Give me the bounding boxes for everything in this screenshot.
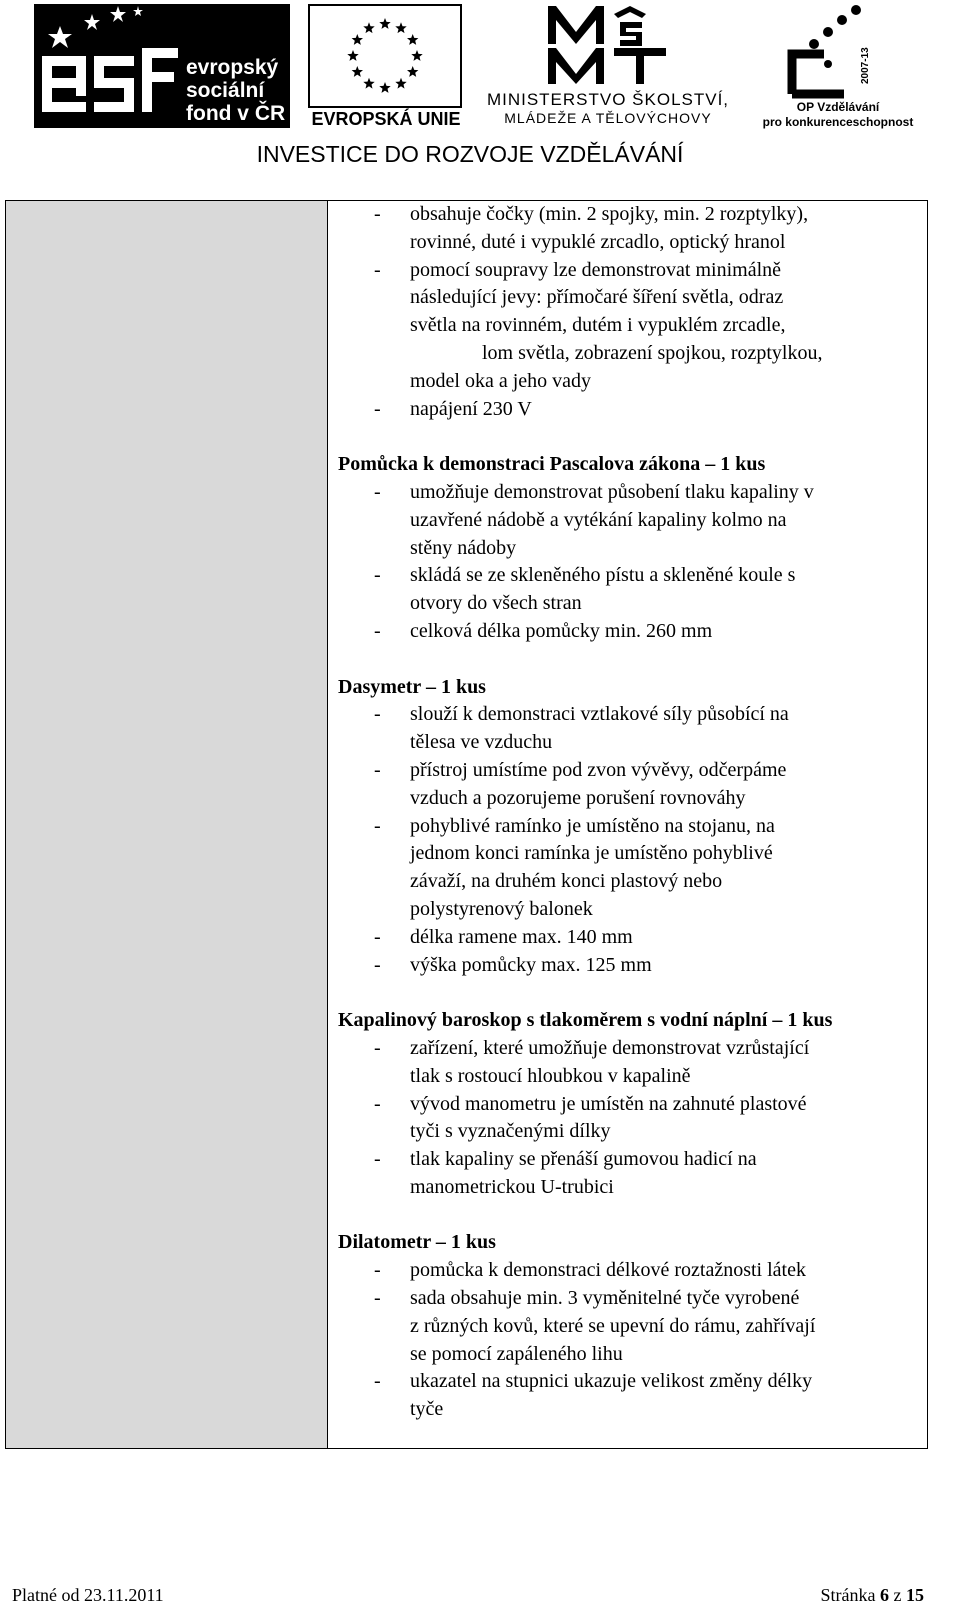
list-line: světla na rovinném, dutém i vypuklém zrcadle,	[410, 314, 786, 337]
list-item	[338, 1091, 923, 1147]
list-line: výška pomůcky max. 125 mm	[410, 953, 652, 976]
eu-star-icon	[363, 22, 374, 33]
list-item	[338, 1146, 923, 1202]
list-line: tlak s rostoucí hloubkou v kapalině	[410, 1064, 691, 1087]
list-dash: -	[374, 1370, 381, 1393]
msmt-mark-icon	[544, 4, 674, 86]
list-item	[338, 1368, 923, 1424]
list-line: pomůcka k demonstraci délkové roztažnosti látek	[410, 1259, 806, 1282]
op-year: 2007-13	[860, 47, 871, 84]
list-dash: -	[374, 1287, 381, 1310]
list-line: napájení 230 V	[410, 397, 532, 420]
list-line: celková délka pomůcky min. 260 mm	[410, 619, 713, 642]
list-dash: -	[374, 564, 381, 587]
list-dash: -	[374, 203, 381, 225]
eu-star-icon	[379, 18, 390, 29]
msmt-line-2: MLÁDEŽE A TĚLOVÝCHOVY	[504, 110, 712, 126]
list-line-indented: lom světla, zobrazení spojkou, rozptylkou,	[482, 341, 823, 364]
list-line: slouží k demonstraci vztlakové síly působící na	[410, 703, 789, 726]
list-dash: -	[374, 925, 381, 948]
list-line: z různých kovů, které se upevní do rámu, zahřívají	[410, 1314, 816, 1337]
list-line: rovinné, duté i vypuklé zrcadlo, optický hranol	[410, 230, 786, 253]
page-header	[0, 0, 960, 190]
list-dash: -	[374, 703, 381, 726]
eu-star-icon	[407, 34, 418, 45]
spacer	[338, 423, 923, 451]
op-mark-icon	[784, 4, 884, 100]
eu-star-icon	[363, 78, 374, 89]
list-item	[338, 924, 923, 952]
list-line: následující jevy: přímočaré šíření světla, odraz	[410, 286, 784, 309]
op-line-1: OP Vzdělávání	[796, 100, 880, 114]
list-line: tyči s vyznačenými dílky	[410, 1120, 611, 1143]
list-line: vývod manometru je umístěn na zahnuté plastové	[410, 1092, 807, 1115]
investice-banner: INVESTICE DO ROZVOJE VZDĚLÁVÁNÍ	[256, 141, 684, 167]
esf-logo-text	[186, 56, 285, 125]
eu-star-icon	[395, 22, 406, 33]
list-dash: -	[374, 1148, 381, 1171]
section-title: Kapalinový baroskop s tlakoměrem s vodní náplní – 1 kus	[338, 1009, 833, 1032]
list-item	[338, 201, 923, 257]
list-line: sada obsahuje min. 3 vyměnitelné tyče vyrobené	[410, 1287, 800, 1310]
eu-star-icon	[352, 66, 363, 77]
eu-logo	[308, 4, 462, 128]
op-logo	[752, 4, 924, 128]
list-line: tlak kapaliny se přenáší gumovou hadicí na	[410, 1148, 757, 1171]
list-line: tyče	[410, 1398, 444, 1421]
list-line: jednom konci ramínka je umístěno pohyblivé	[410, 842, 773, 865]
esf-line-2: sociální	[186, 79, 265, 102]
list-item	[338, 813, 923, 924]
list-dash: -	[374, 953, 381, 976]
list-line: tělesa ve vzduchu	[410, 731, 553, 754]
eu-star-icon	[407, 66, 418, 77]
list-item	[338, 952, 923, 980]
list-item	[338, 257, 923, 340]
list-line: přístroj umístíme pod zvon vývěvy, odčerpáme	[410, 758, 787, 781]
list-item	[338, 1285, 923, 1368]
page-total: 15	[906, 1585, 924, 1605]
eu-stars-icon	[310, 6, 460, 106]
eu-flag	[308, 4, 462, 108]
list-line: stěny nádoby	[410, 536, 517, 559]
list-dash: -	[374, 1036, 381, 1059]
section-title: Dilatometr – 1 kus	[338, 1231, 496, 1254]
list-item	[338, 701, 923, 757]
list-line: model oka a jeho vady	[410, 369, 592, 392]
list-dash: -	[374, 814, 381, 837]
msmt-line-1: MINISTERSTVO ŠKOLSTVÍ,	[486, 90, 730, 109]
list-line: pomocí soupravy lze demonstrovat minimálně	[410, 258, 782, 281]
page-separator: z	[889, 1585, 906, 1605]
msmt-logo	[474, 4, 742, 128]
list-line: manometrickou U-trubici	[410, 1175, 614, 1198]
list-item	[338, 396, 923, 424]
list-line: uzavřené nádobě a vytékání kapaliny kolmo na	[410, 508, 787, 531]
spec-table	[5, 200, 928, 1449]
list-item	[338, 1035, 923, 1091]
list-dash: -	[374, 258, 381, 281]
list-line: obsahuje čočky (min. 2 spojky, min. 2 rozptylky),	[410, 203, 809, 225]
list-line: závaží, na druhém konci plastový nebo	[410, 870, 723, 893]
list-dash: -	[374, 619, 381, 642]
op-line-2: pro konkurenceschopnost	[762, 115, 914, 129]
list-dash: -	[374, 1259, 381, 1282]
list-item	[338, 757, 923, 813]
page-current: 6	[880, 1585, 889, 1605]
list-line: pohyblivé ramínko je umístěno na stojanu, na	[410, 814, 775, 837]
eu-star-icon	[411, 50, 422, 61]
footer-page-number	[821, 1585, 924, 1606]
esf-logo	[34, 4, 290, 128]
spacer	[338, 1202, 923, 1230]
spacer	[338, 646, 923, 674]
list-line: polystyrenový balonek	[410, 897, 593, 920]
eu-star-icon	[379, 82, 390, 93]
eu-label: EVROPSKÁ UNIE	[311, 109, 461, 129]
list-line: umožňuje demonstrovat působení tlaku kapaliny v	[410, 480, 814, 503]
list-item	[338, 618, 923, 646]
spacer	[338, 979, 923, 1007]
list-line: ukazatel na stupnici ukazuje velikost změny délky	[410, 1370, 813, 1393]
list-dash: -	[374, 397, 381, 420]
list-item	[338, 479, 923, 562]
esf-line-1: evropský	[186, 56, 279, 79]
eu-star-icon	[347, 50, 358, 61]
list-line: zařízení, které umožňuje demonstrovat vzrůstající	[410, 1036, 810, 1059]
section-title: Dasymetr – 1 kus	[338, 675, 486, 698]
list-dash: -	[374, 758, 381, 781]
table-content-cell	[338, 201, 923, 1424]
esf-line-3: fond v ČR	[186, 102, 286, 125]
list-dash: -	[374, 1092, 381, 1115]
list-line: vzduch a pozorujeme porušení rovnováhy	[410, 786, 746, 809]
page-prefix: Stránka	[820, 1585, 880, 1605]
table-left-cell	[6, 201, 328, 1448]
eu-star-icon	[395, 78, 406, 89]
footer-valid-from: Platné od 23.11.2011	[12, 1585, 164, 1605]
list-dash: -	[374, 480, 381, 503]
list-item	[338, 562, 923, 618]
list-line: otvory do všech stran	[410, 592, 582, 615]
list-line: délka ramene max. 140 mm	[410, 925, 633, 948]
eu-star-icon	[352, 34, 363, 45]
section-title: Pomůcka k demonstraci Pascalova zákona – 1 kus	[338, 453, 766, 476]
list-item	[338, 1257, 923, 1285]
list-line: skládá se ze skleněného pístu a skleněné koule s	[410, 564, 796, 587]
list-line: se pomocí zapáleného lihu	[410, 1342, 623, 1365]
